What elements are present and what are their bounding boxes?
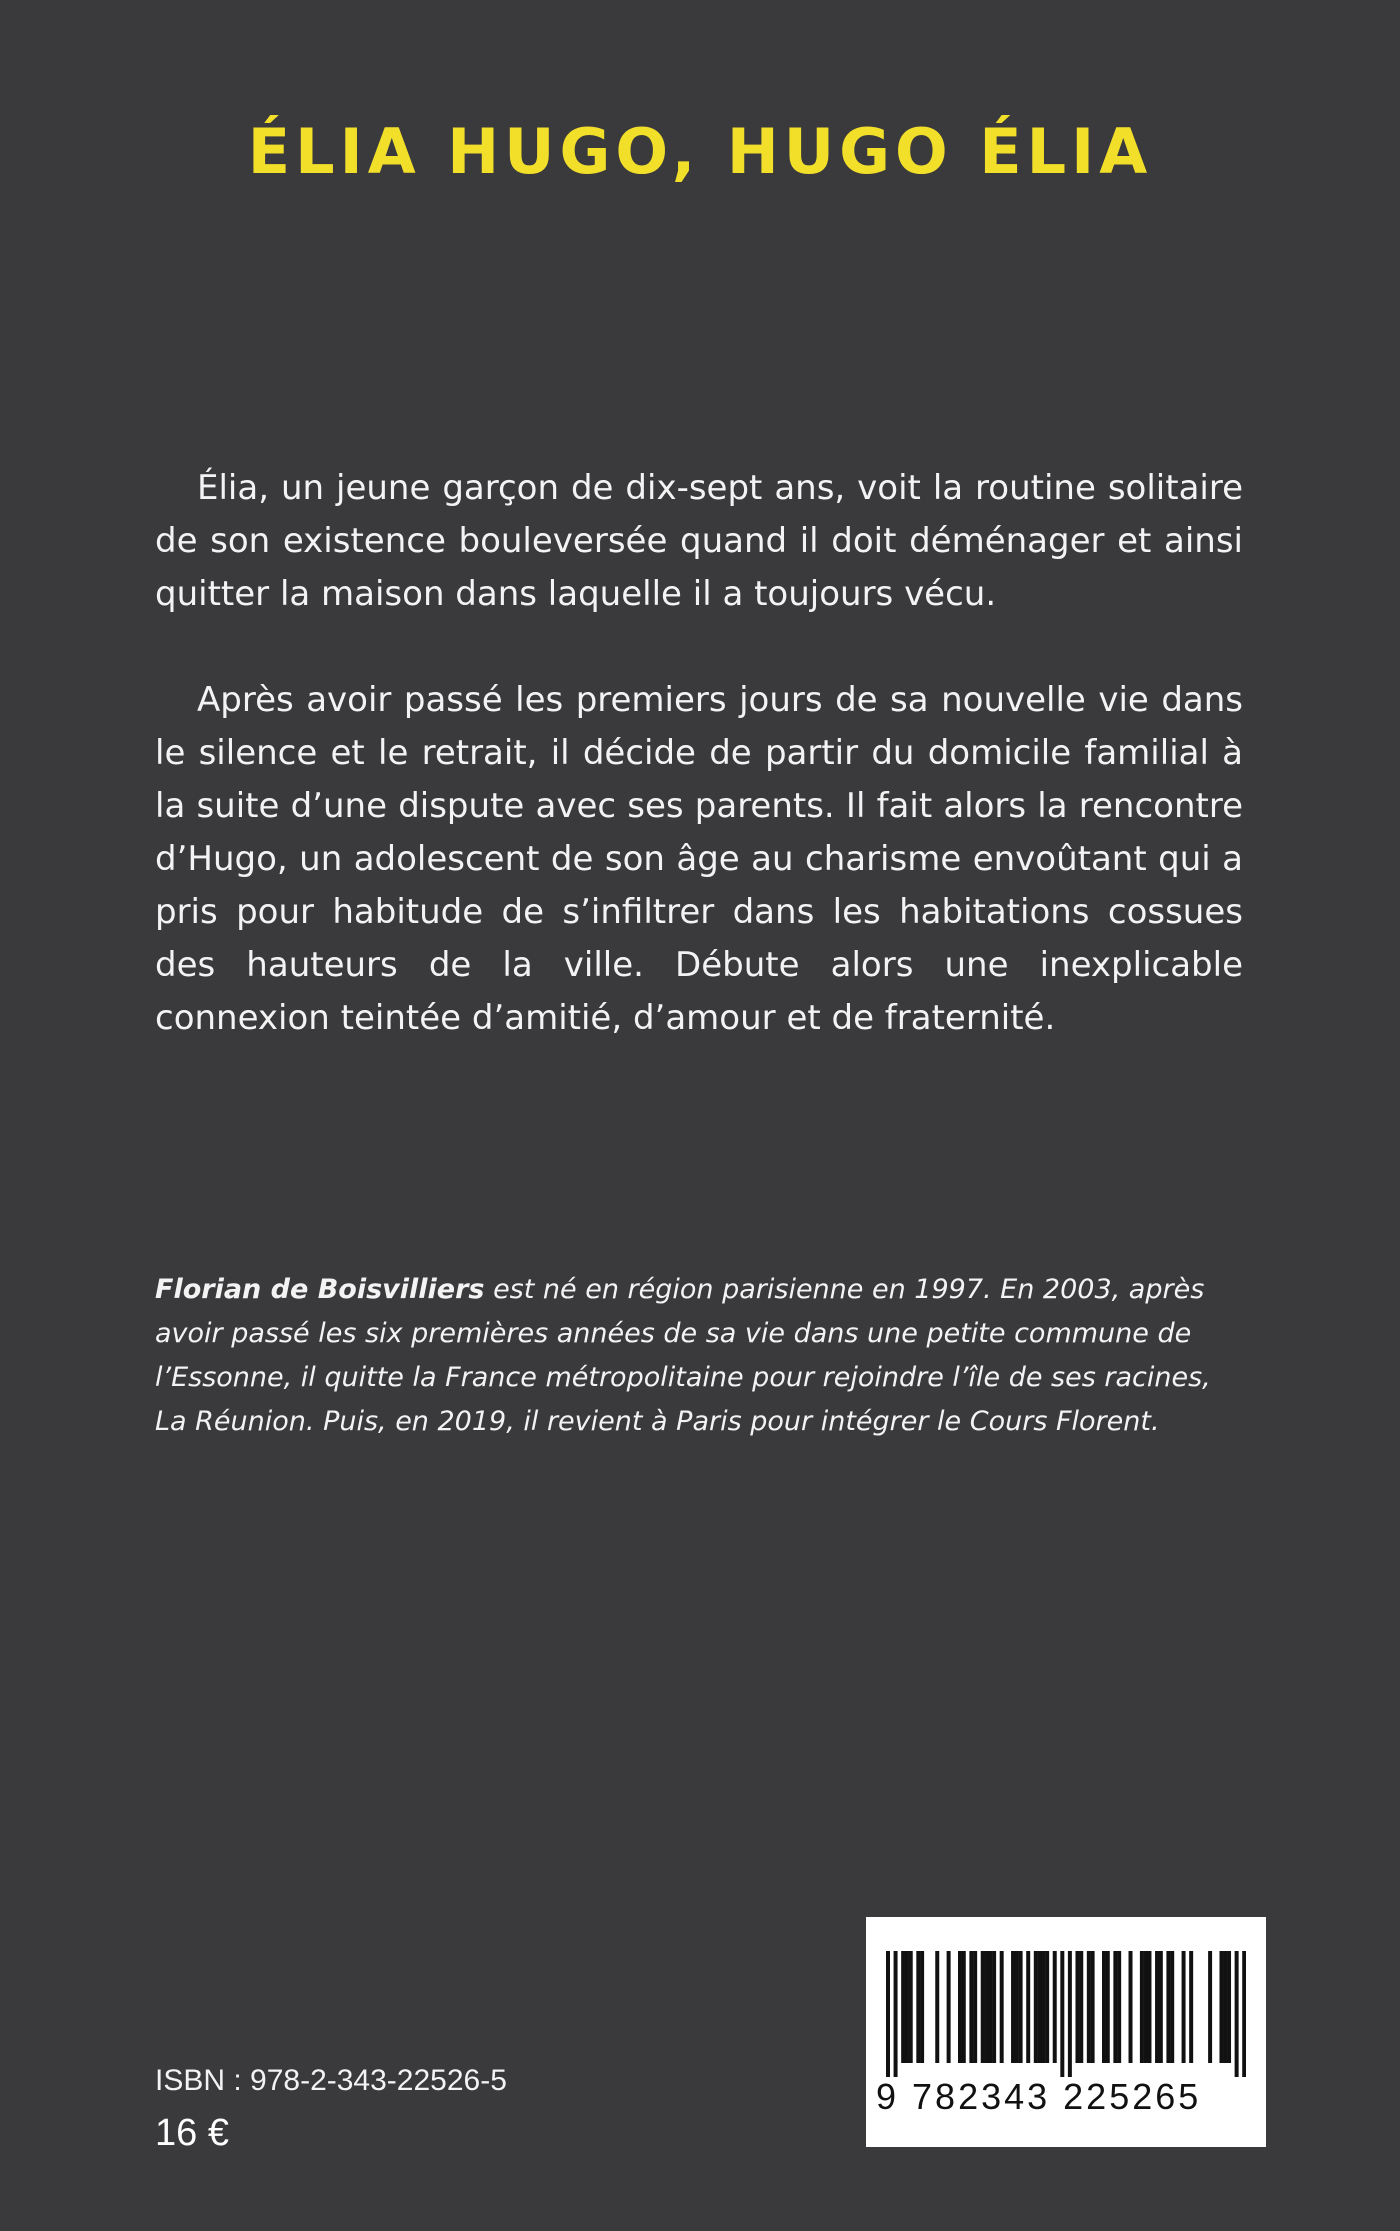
barcode-bar [905, 1951, 909, 2063]
barcode-bar [1147, 1951, 1151, 2063]
barcode-bar [1235, 1951, 1239, 2077]
barcode-bar [962, 1951, 966, 2063]
author-bio [155, 1268, 1243, 1444]
barcode-bar [1038, 1951, 1042, 2063]
barcode-bar [1106, 1951, 1110, 2063]
barcode-bar [1102, 1951, 1106, 2063]
barcode-bar [1045, 1951, 1049, 2063]
author-name: Florian de Boisvilliers [155, 1274, 485, 1305]
barcode-bar [1075, 1951, 1079, 2063]
synopsis-paragraph-2: Après avoir passé les premiers jours de sa nouvelle vie dans le silence et le retrait, il décide de partir du domicile familial à la suite d’une dispute avec ses parents. Il fait alors la rencontre d’Hugo, un adolescent de son âge au charisme envoûtant qui a pris pour habitude de s’infiltrer dans les habitations cossues des hauteurs de la ville. Débute alors une inexplicable connexion teintée d’amitié, d’amour et de fraternité. [155, 680, 1243, 1038]
barcode-bar [947, 1951, 951, 2063]
barcode-bar [935, 1951, 939, 2063]
barcode-bar [1117, 1951, 1121, 2063]
barcode-bar [1208, 1951, 1212, 2063]
synopsis-paragraph-1: Élia, un jeune garçon de dix-sept ans, voit la routine solitaire de son existence bouleversée quand il doit déménager et ainsi quitter la maison dans laquelle il a toujours vécu. [155, 468, 1243, 614]
barcode-bar [1000, 1951, 1004, 2063]
barcode [866, 1917, 1266, 2147]
barcode-bar [958, 1951, 962, 2063]
barcode-bar [981, 1951, 985, 2063]
barcode-bar [894, 1951, 898, 2077]
barcode-bar [1140, 1951, 1144, 2063]
barcode-bar [916, 1951, 920, 2063]
barcode-bar [1034, 1951, 1038, 2063]
barcode-bar [1219, 1951, 1223, 2063]
barcode-bar [1041, 1951, 1045, 2063]
barcode-bar [1079, 1951, 1083, 2063]
barcode-bar [920, 1951, 924, 2063]
barcode-bar [1227, 1951, 1231, 2063]
barcode-bar [1019, 1951, 1023, 2063]
barcode-digits: 9 782343 225265 [876, 2076, 1202, 2117]
barcode-bar [1068, 1951, 1072, 2077]
barcode-bar [1242, 1951, 1246, 2077]
barcode-bar [1113, 1951, 1117, 2063]
barcode-bar [1026, 1951, 1030, 2063]
barcode-bar [1182, 1951, 1186, 2063]
barcode-bar [886, 1951, 890, 2077]
barcode-bar [1155, 1951, 1159, 2063]
barcode-bar [1091, 1951, 1095, 2063]
barcode-bar [1011, 1951, 1015, 2063]
barcode-bar [1087, 1951, 1091, 2063]
isbn-label: ISBN : 978-2-343-22526-5 [155, 2064, 507, 2097]
barcode-bar [909, 1951, 913, 2063]
barcode-bar [901, 1951, 905, 2063]
barcode-bar [992, 1951, 996, 2063]
barcode-bars [886, 1951, 1246, 2077]
barcode-bar [985, 1951, 989, 2063]
barcode-bar [1053, 1951, 1057, 2063]
barcode-bar [1060, 1951, 1064, 2077]
author-bio-text: est né en région parisienne en 1997. En 2003, après avoir passé les six premières années de sa vie dans une petite commune de l’Essonne, il quitte la France métropolitaine pour rejoindre l’île de ses racines, La Réunion. Puis, en 2019, il revient à Paris pour intégrer le Cours Florent. [155, 1274, 1211, 1437]
barcode-bar [1166, 1951, 1170, 2063]
barcode-bar [1129, 1951, 1133, 2063]
barcode-bar [1144, 1951, 1148, 2063]
barcode-bar [973, 1951, 977, 2063]
book-title: ÉLIA HUGO, HUGO ÉLIA [247, 115, 1153, 188]
barcode-bar [1223, 1951, 1227, 2063]
synopsis [155, 462, 1243, 1098]
barcode-bar [1189, 1951, 1193, 2063]
price-label: 16 € [155, 2112, 229, 2154]
barcode-bar [969, 1951, 973, 2063]
barcode-bar [1170, 1951, 1174, 2063]
barcode-bar [1159, 1951, 1163, 2063]
barcode-bar [1015, 1951, 1019, 2063]
barcode-bar [988, 1951, 992, 2063]
